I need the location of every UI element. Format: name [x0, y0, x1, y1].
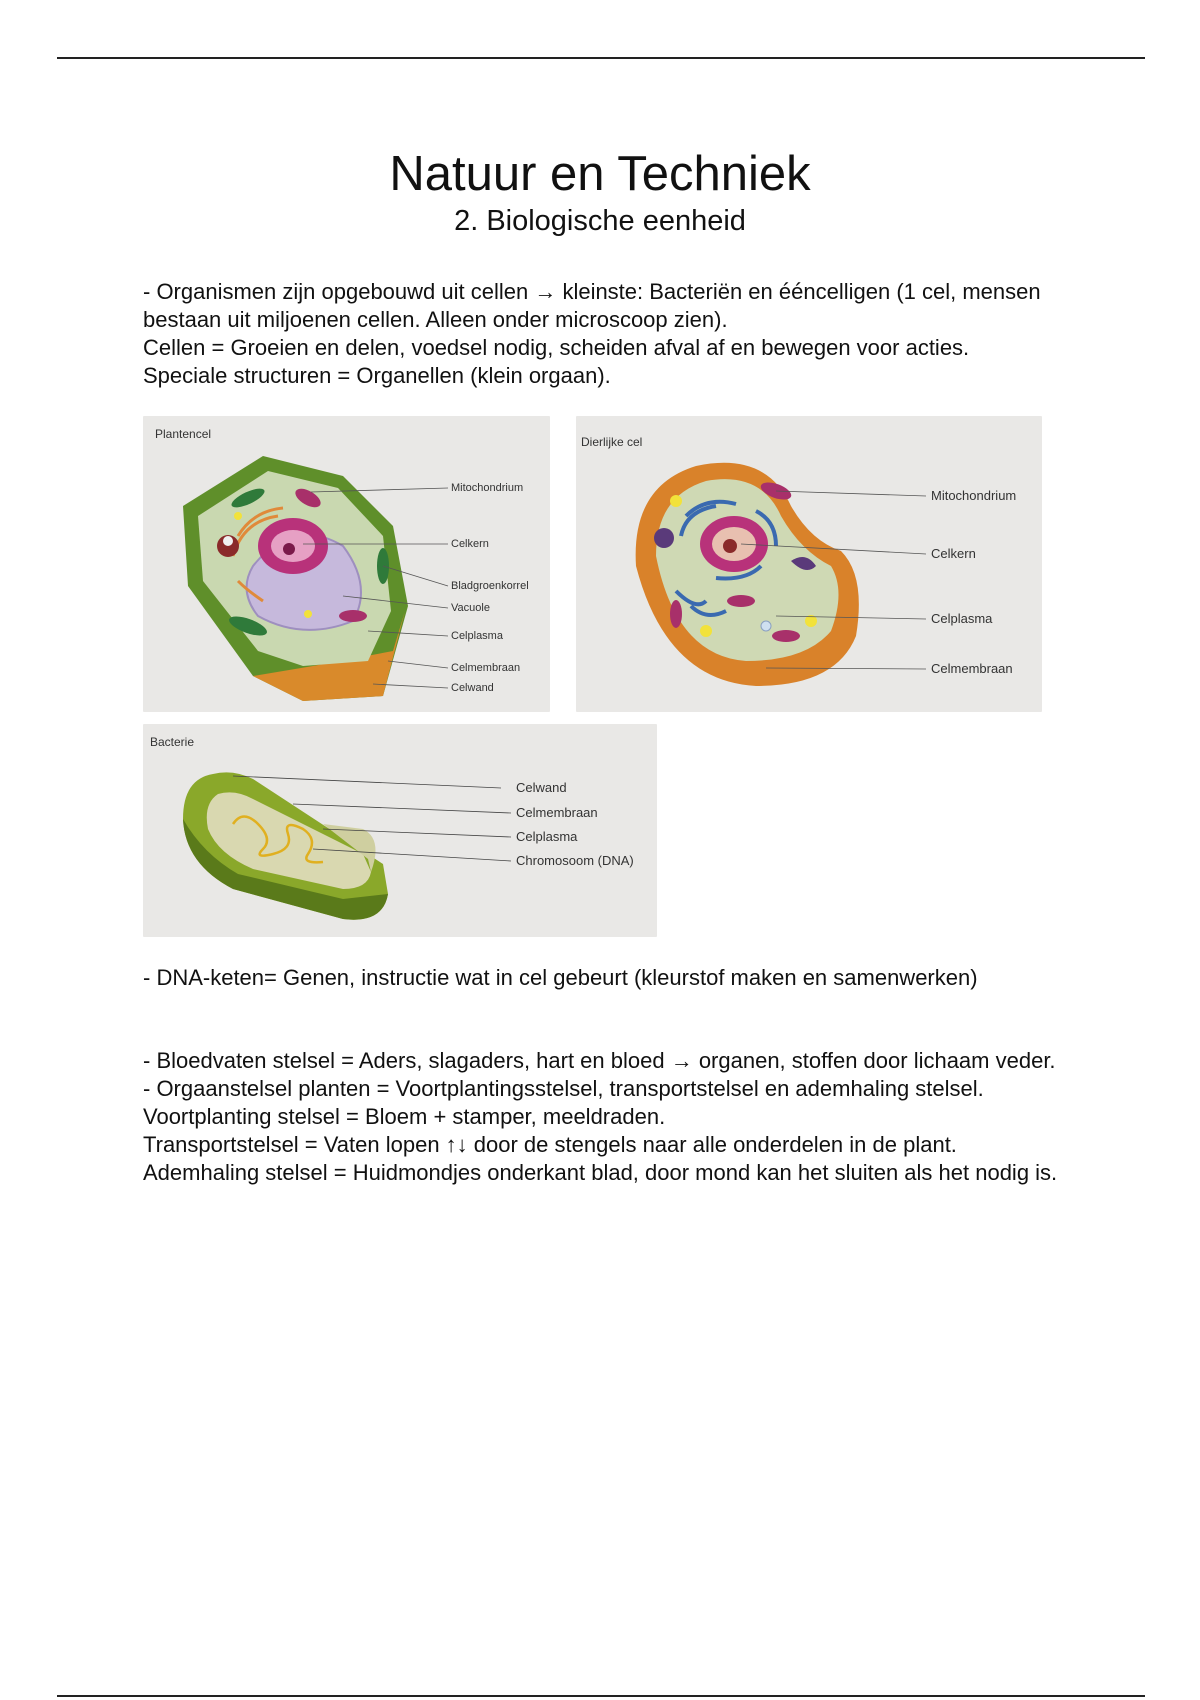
body-line-3: Voortplanting stelsel = Bloem + stamper, meeldraden. [143, 1104, 666, 1129]
animal-label-celplasma: Celplasma [931, 611, 993, 626]
intro-text [143, 278, 1083, 390]
body-line-1: - Bloedvaten stelsel = Aders, slagaders, hart en bloed → organen, stoffen door lichaam veder. [143, 1048, 1056, 1073]
body-line-2: - Orgaanstelsel planten = Voortplantingsstelsel, transportstelsel en ademhaling stelsel. [143, 1076, 984, 1101]
plant-cell-figure [143, 416, 550, 712]
plant-label-bladgroenkorrel: Bladgroenkorrel [451, 580, 529, 592]
animal-label-celmembraan: Celmembraan [931, 661, 1013, 676]
body-line-5: Ademhaling stelsel = Huidmondjes onderkant blad, door mond kan het sluiten als het nodig is. [143, 1160, 1058, 1185]
bacteria-label-celplasma: Celplasma [516, 829, 578, 844]
plant-label-celkern: Celkern [451, 538, 489, 550]
page-subtitle: 2. Biologische eenheid [454, 205, 746, 237]
page-title: Natuur en Techniek [389, 147, 811, 201]
intro-line-1: - Organismen zijn opgebouwd uit cellen → kleinste: Bacteriën en ééncelligen (1 cel, mensen bestaan uit miljoenen cellen. Alleen onder microscoop zien). [143, 279, 1041, 332]
bacteria-label-chromosoom: Chromosoom (DNA) [516, 853, 634, 868]
bacteria-title: Bacterie [150, 735, 195, 749]
bacteria-label-celwand: Celwand [516, 780, 567, 795]
dna-text [143, 964, 1083, 992]
organ-systems-text [143, 1047, 1083, 1187]
intro-line-2: Cellen = Groeien en delen, voedsel nodig, scheiden afval af en bewegen voor acties. [143, 335, 970, 360]
animal-label-celkern: Celkern [931, 546, 976, 561]
plant-label-celplasma: Celplasma [451, 630, 503, 642]
body-line-4: Transportstelsel = Vaten lopen ↑↓ door de stengels naar alle onderdelen in de plant. [143, 1132, 957, 1157]
plant-cell-title: Plantencel [155, 427, 212, 441]
animal-cell-figure [576, 416, 1042, 712]
plant-label-vacuole: Vacuole [451, 602, 490, 614]
bottom-rule [57, 1695, 1145, 1697]
intro-line-3: Speciale structuren = Organellen (klein orgaan). [143, 363, 611, 388]
animal-label-mitochondrium: Mitochondrium [931, 488, 1017, 503]
bacteria-figure [143, 724, 657, 937]
plant-label-mitochondrium: Mitochondrium [451, 482, 524, 494]
animal-cell-title: Dierlijke cel [581, 435, 643, 449]
bacteria-label-celmembraan: Celmembraan [516, 805, 598, 820]
plant-label-celmembraan: Celmembraan [451, 662, 521, 674]
plant-label-celwand: Celwand [451, 682, 494, 694]
dna-line: - DNA-keten= Genen, instructie wat in cel gebeurt (kleurstof maken en samenwerken) [143, 965, 978, 990]
top-rule [57, 57, 1145, 59]
